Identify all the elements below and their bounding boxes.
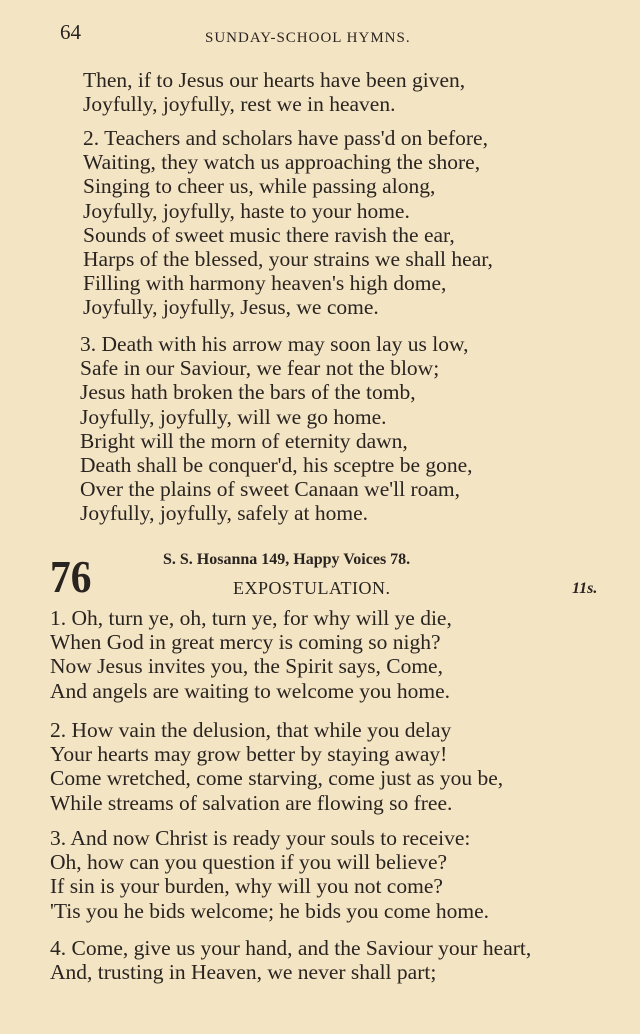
verse-line: Now Jesus invites you, the Spirit says, Come, bbox=[50, 654, 443, 679]
verse-line: Then, if to Jesus our hearts have been given, bbox=[83, 68, 466, 92]
page-number: 64 bbox=[60, 20, 81, 44]
verse-line: 1. Oh, turn ye, oh, turn ye, for why will ye die, bbox=[50, 606, 452, 630]
verse-line: 3. Death with his arrow may soon lay us low, bbox=[80, 332, 469, 356]
verse-line: Your hearts may grow better by staying away! bbox=[50, 742, 448, 767]
verse-line: Waiting, they watch us approaching the shore, bbox=[83, 150, 481, 175]
verse-line: And angels are waiting to welcome you home. bbox=[50, 678, 451, 703]
verse-line: 4. Come, give us your hand, and the Saviour your heart, bbox=[50, 936, 532, 960]
verse-line: 2. How vain the delusion, that while you delay bbox=[50, 718, 452, 742]
stanza bbox=[50, 718, 503, 815]
verse-line: 2. Teachers and scholars have pass'd on before, bbox=[83, 126, 488, 150]
verse-line: Harps of the blessed, your strains we shall hear, bbox=[83, 247, 493, 272]
verse-line: Death shall be conquer'd, his sceptre be gone, bbox=[80, 453, 473, 478]
verse-line: Joyfully, joyfully, safely at home. bbox=[80, 501, 369, 526]
verse-line: Jesus hath broken the bars of the tomb, bbox=[80, 380, 416, 405]
verse-line: Sounds of sweet music there ravish the ear, bbox=[83, 222, 455, 247]
stanza bbox=[50, 826, 489, 923]
verse-line: Bright will the morn of eternity dawn, bbox=[80, 428, 408, 453]
stanza bbox=[50, 606, 452, 703]
verse-line: If sin is your burden, why will you not come? bbox=[50, 874, 443, 899]
verse-line: Joyfully, joyfully, haste to your home. bbox=[83, 198, 410, 223]
stanza bbox=[83, 126, 493, 320]
stanza bbox=[80, 332, 473, 526]
verse-line: Over the plains of sweet Canaan we'll roam, bbox=[80, 477, 460, 502]
verse-line: When God in great mercy is coming so nigh? bbox=[50, 630, 441, 655]
verse-line: Filling with harmony heaven's high dome, bbox=[83, 271, 447, 296]
verse-line: Come wretched, come starving, come just as you be, bbox=[50, 766, 504, 791]
verse-line: Safe in our Saviour, we fear not the blow; bbox=[80, 356, 440, 381]
hymn-source: S. S. Hosanna 149, Happy Voices 78. bbox=[163, 551, 411, 568]
verse-line: 3. And now Christ is ready your souls to receive: bbox=[50, 826, 471, 850]
verse-line: Joyfully, joyfully, will we go home. bbox=[80, 404, 387, 429]
verse-line: And, trusting in Heaven, we never shall part; bbox=[50, 960, 437, 985]
stanza bbox=[50, 936, 531, 984]
stanza bbox=[83, 68, 465, 116]
verse-line: Oh, how can you question if you will believe? bbox=[50, 850, 448, 875]
verse-line: Singing to cheer us, while passing along, bbox=[83, 174, 436, 199]
verse-line: Joyfully, joyfully, Jesus, we come. bbox=[83, 295, 379, 320]
verse-line: Joyfully, joyfully, rest we in heaven. bbox=[83, 92, 396, 117]
verse-line: 'Tis you he bids welcome; he bids you come home. bbox=[50, 898, 490, 923]
verse-line: While streams of salvation are flowing so free. bbox=[50, 790, 453, 815]
hymn-number: 76 bbox=[50, 551, 92, 602]
hymn-title: EXPOSTULATION. bbox=[233, 578, 391, 598]
hymn-meter: 11s. bbox=[572, 580, 598, 597]
running-head: SUNDAY-SCHOOL HYMNS. bbox=[205, 30, 411, 46]
